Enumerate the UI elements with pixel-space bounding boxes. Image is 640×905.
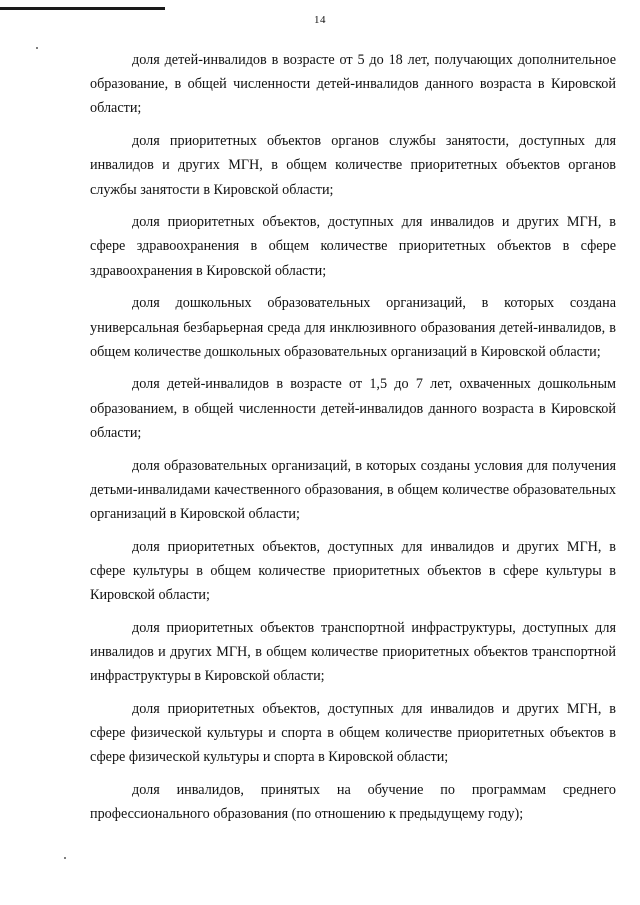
paragraph: доля приоритетных объектов, доступных для инвалидов и других МГН, в сфере физической культуры и спорта в общем количестве приоритетных объектов в сфере физической культуры и спорта в Кировской области; (90, 700, 616, 766)
paragraph: доля приоритетных объектов органов службы занятости, доступных для инвалидов и других МГН, в общем количестве приоритетных объектов органов службы занятости в Кировской области; (90, 133, 616, 198)
top-rule (0, 7, 165, 10)
paragraph: доля детей-инвалидов в возрасте от 5 до 18 лет, получающих дополнительное образование, в общей численности детей-инвалидов данного возраста в Кировской области; (90, 52, 616, 117)
paragraph: доля образовательных организаций, в которых созданы условия для получения детьми-инвалидами качественного образования, в общем количестве образовательных организаций в Кировской области; (90, 457, 616, 522)
paragraph: доля приоритетных объектов, доступных для инвалидов и других МГН, в сфере культуры в общем количестве приоритетных объектов в сфере культуры в Кировской области; (90, 538, 616, 604)
paragraph: доля детей-инвалидов в возрасте от 1,5 до 7 лет, охваченных дошкольным образованием, в общей численности детей-инвалидов данного возраста в Кировской области; (90, 376, 616, 441)
paragraph: доля приоритетных объектов транспортной инфраструктуры, доступных для инвалидов и других МГН, в общем количестве приоритетных объектов транспортной инфраструктуры в Кировской области; (90, 619, 616, 685)
page-number: 14 (314, 14, 326, 26)
document-body (90, 48, 616, 835)
scan-speck (64, 857, 66, 859)
paragraph: доля инвалидов, принятых на обучение по программам среднего профессионального образования (по отношению к предыдущему году); (90, 781, 616, 823)
paragraph: доля приоритетных объектов, доступных для инвалидов и других МГН, в сфере здравоохранения в общем количестве приоритетных объектов в сфере здравоохранения в Кировской области; (90, 214, 616, 279)
scan-speck (36, 47, 38, 49)
paragraph: доля дошкольных образовательных организаций, в которых создана универсальная безбарьерная среда для инклюзивного образования детей-инвалидов, в общем количестве дошкольных образовательных организаций в Кировской области; (90, 295, 616, 360)
